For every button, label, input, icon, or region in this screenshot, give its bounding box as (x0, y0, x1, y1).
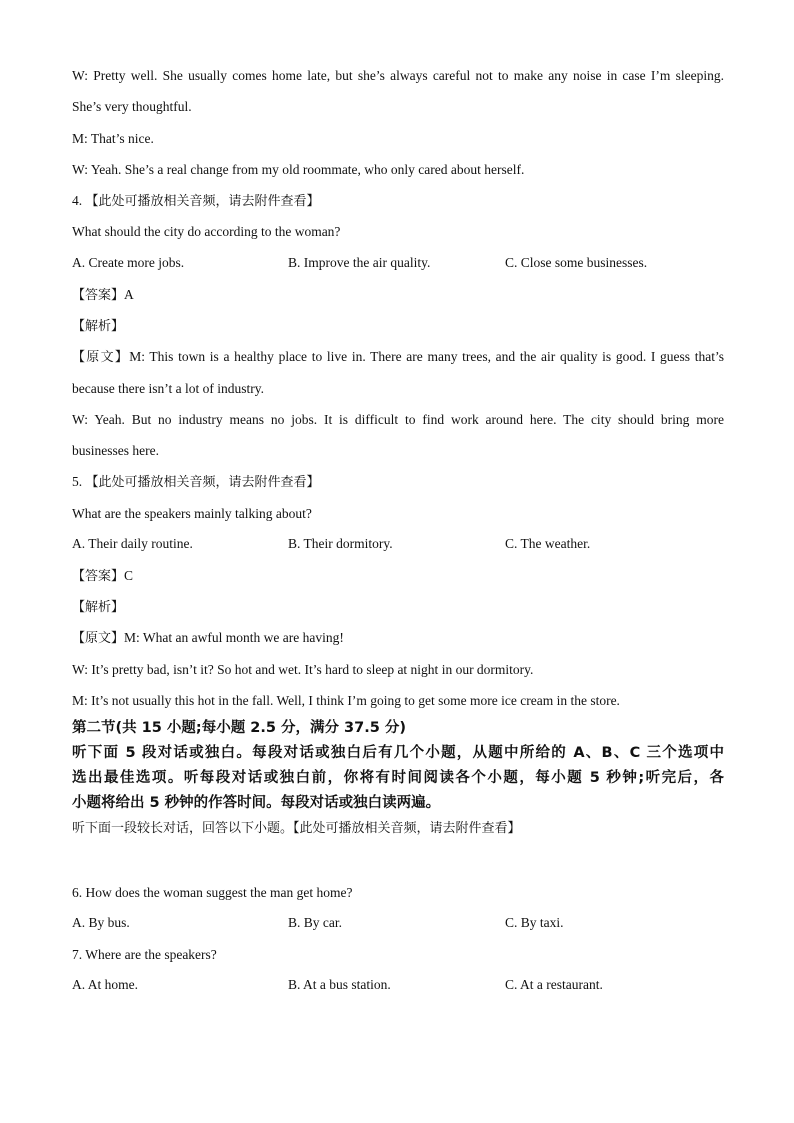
section-instructions: 小题将给出 5 秒钟的作答时间。每段对话或独白读两遍。 (72, 795, 441, 811)
transcript-line: M: It’s not usually this hot in the fall. Well, I think I’m going to get some more ice cream in the store. (72, 693, 620, 708)
question-5-text: What are the speakers mainly talking about? (72, 506, 312, 521)
option-b: B. By car. (288, 915, 342, 930)
answer-tag: 【答案】 (72, 569, 125, 584)
option-b: B. Improve the air quality. (288, 255, 431, 270)
answer-value: A (124, 287, 134, 302)
analysis-line (72, 317, 724, 336)
listening-prompt: 听下面一段较长对话，回答以下小题。【此处可播放相关音频，请去附件查看】 (72, 821, 521, 836)
analysis-tag: 【解析】 (72, 600, 125, 615)
dialogue-line: W: Yeah. She’s a real change from my old roommate, who only cared about herself. (72, 162, 525, 177)
section-instructions: 听下面 5 段对话或独白。每段对话或独白后有几个小题，从题中所给的 A、B、C 三个选项中 (72, 745, 724, 761)
transcript-line (72, 629, 724, 648)
transcript-line: W: It’s pretty bad, isn’t it? So hot and wet. It’s hard to sleep at night in our dormitory. (72, 662, 534, 677)
answer-line (72, 286, 724, 305)
question-number: 5. (72, 474, 83, 489)
transcript-text: M: This town is a healthy place to live in. There are many trees, and the air quality is good. I guess that’s (129, 349, 724, 364)
option-c: C. Close some businesses. (505, 255, 648, 270)
answer-tag: 【答案】 (72, 288, 125, 303)
section-instructions: 选出最佳选项。听每段对话或独白前，你将有时间阅读各个小题，每小题 5 秒钟;听完后，各 (72, 770, 724, 786)
option-c: C. By taxi. (505, 915, 564, 930)
option-a: A. Their daily routine. (72, 536, 193, 551)
transcript-text: M: What an awful month we are having! (124, 630, 344, 645)
dialogue-line: She’s very thoughtful. (72, 99, 192, 114)
option-b: B. At a bus station. (288, 977, 391, 992)
section-heading: 第二节(共 15 小题;每小题 2.5 分，满分 37.5 分) (72, 720, 406, 736)
transcript-line: W: Yeah. But no industry means no jobs. It is difficult to find work around here. The city should bring more (72, 412, 724, 427)
original-tag: 【原文】 (72, 631, 125, 646)
question-number: 4. (72, 193, 83, 208)
question-5-header (72, 473, 724, 492)
question-7-text: 7. Where are the speakers? (72, 947, 217, 962)
option-b: B. Their dormitory. (288, 536, 393, 551)
question-4-text: What should the city do according to the woman? (72, 224, 341, 239)
question-4-header (72, 192, 724, 211)
analysis-line (72, 598, 724, 617)
question-6-text: 6. How does the woman suggest the man get home? (72, 885, 353, 900)
dialogue-line: W: Pretty well. She usually comes home late, but she’s always careful not to make any noise in case I’m sleeping. (72, 68, 724, 83)
option-a: A. At home. (72, 977, 138, 992)
question-4-options (72, 255, 724, 273)
option-a: A. Create more jobs. (72, 255, 185, 270)
transcript-line (72, 348, 724, 367)
transcript-line: businesses here. (72, 443, 159, 458)
answer-line (72, 567, 724, 586)
question-6-options (72, 915, 724, 933)
answer-value: C (124, 568, 134, 583)
audio-placeholder: 【此处可播放相关音频，请去附件查看】 (85, 475, 320, 490)
dialogue-line: M: That’s nice. (72, 131, 154, 146)
option-a: A. By bus. (72, 915, 130, 930)
analysis-tag: 【解析】 (72, 319, 125, 334)
audio-placeholder: 【此处可播放相关音频，请去附件查看】 (85, 194, 320, 209)
option-c: C. The weather. (505, 536, 591, 551)
option-c: C. At a restaurant. (505, 977, 603, 992)
question-5-options (72, 536, 724, 554)
question-7-options (72, 977, 724, 995)
transcript-line: because there isn’t a lot of industry. (72, 381, 264, 396)
original-tag: 【原文】 (72, 350, 130, 365)
